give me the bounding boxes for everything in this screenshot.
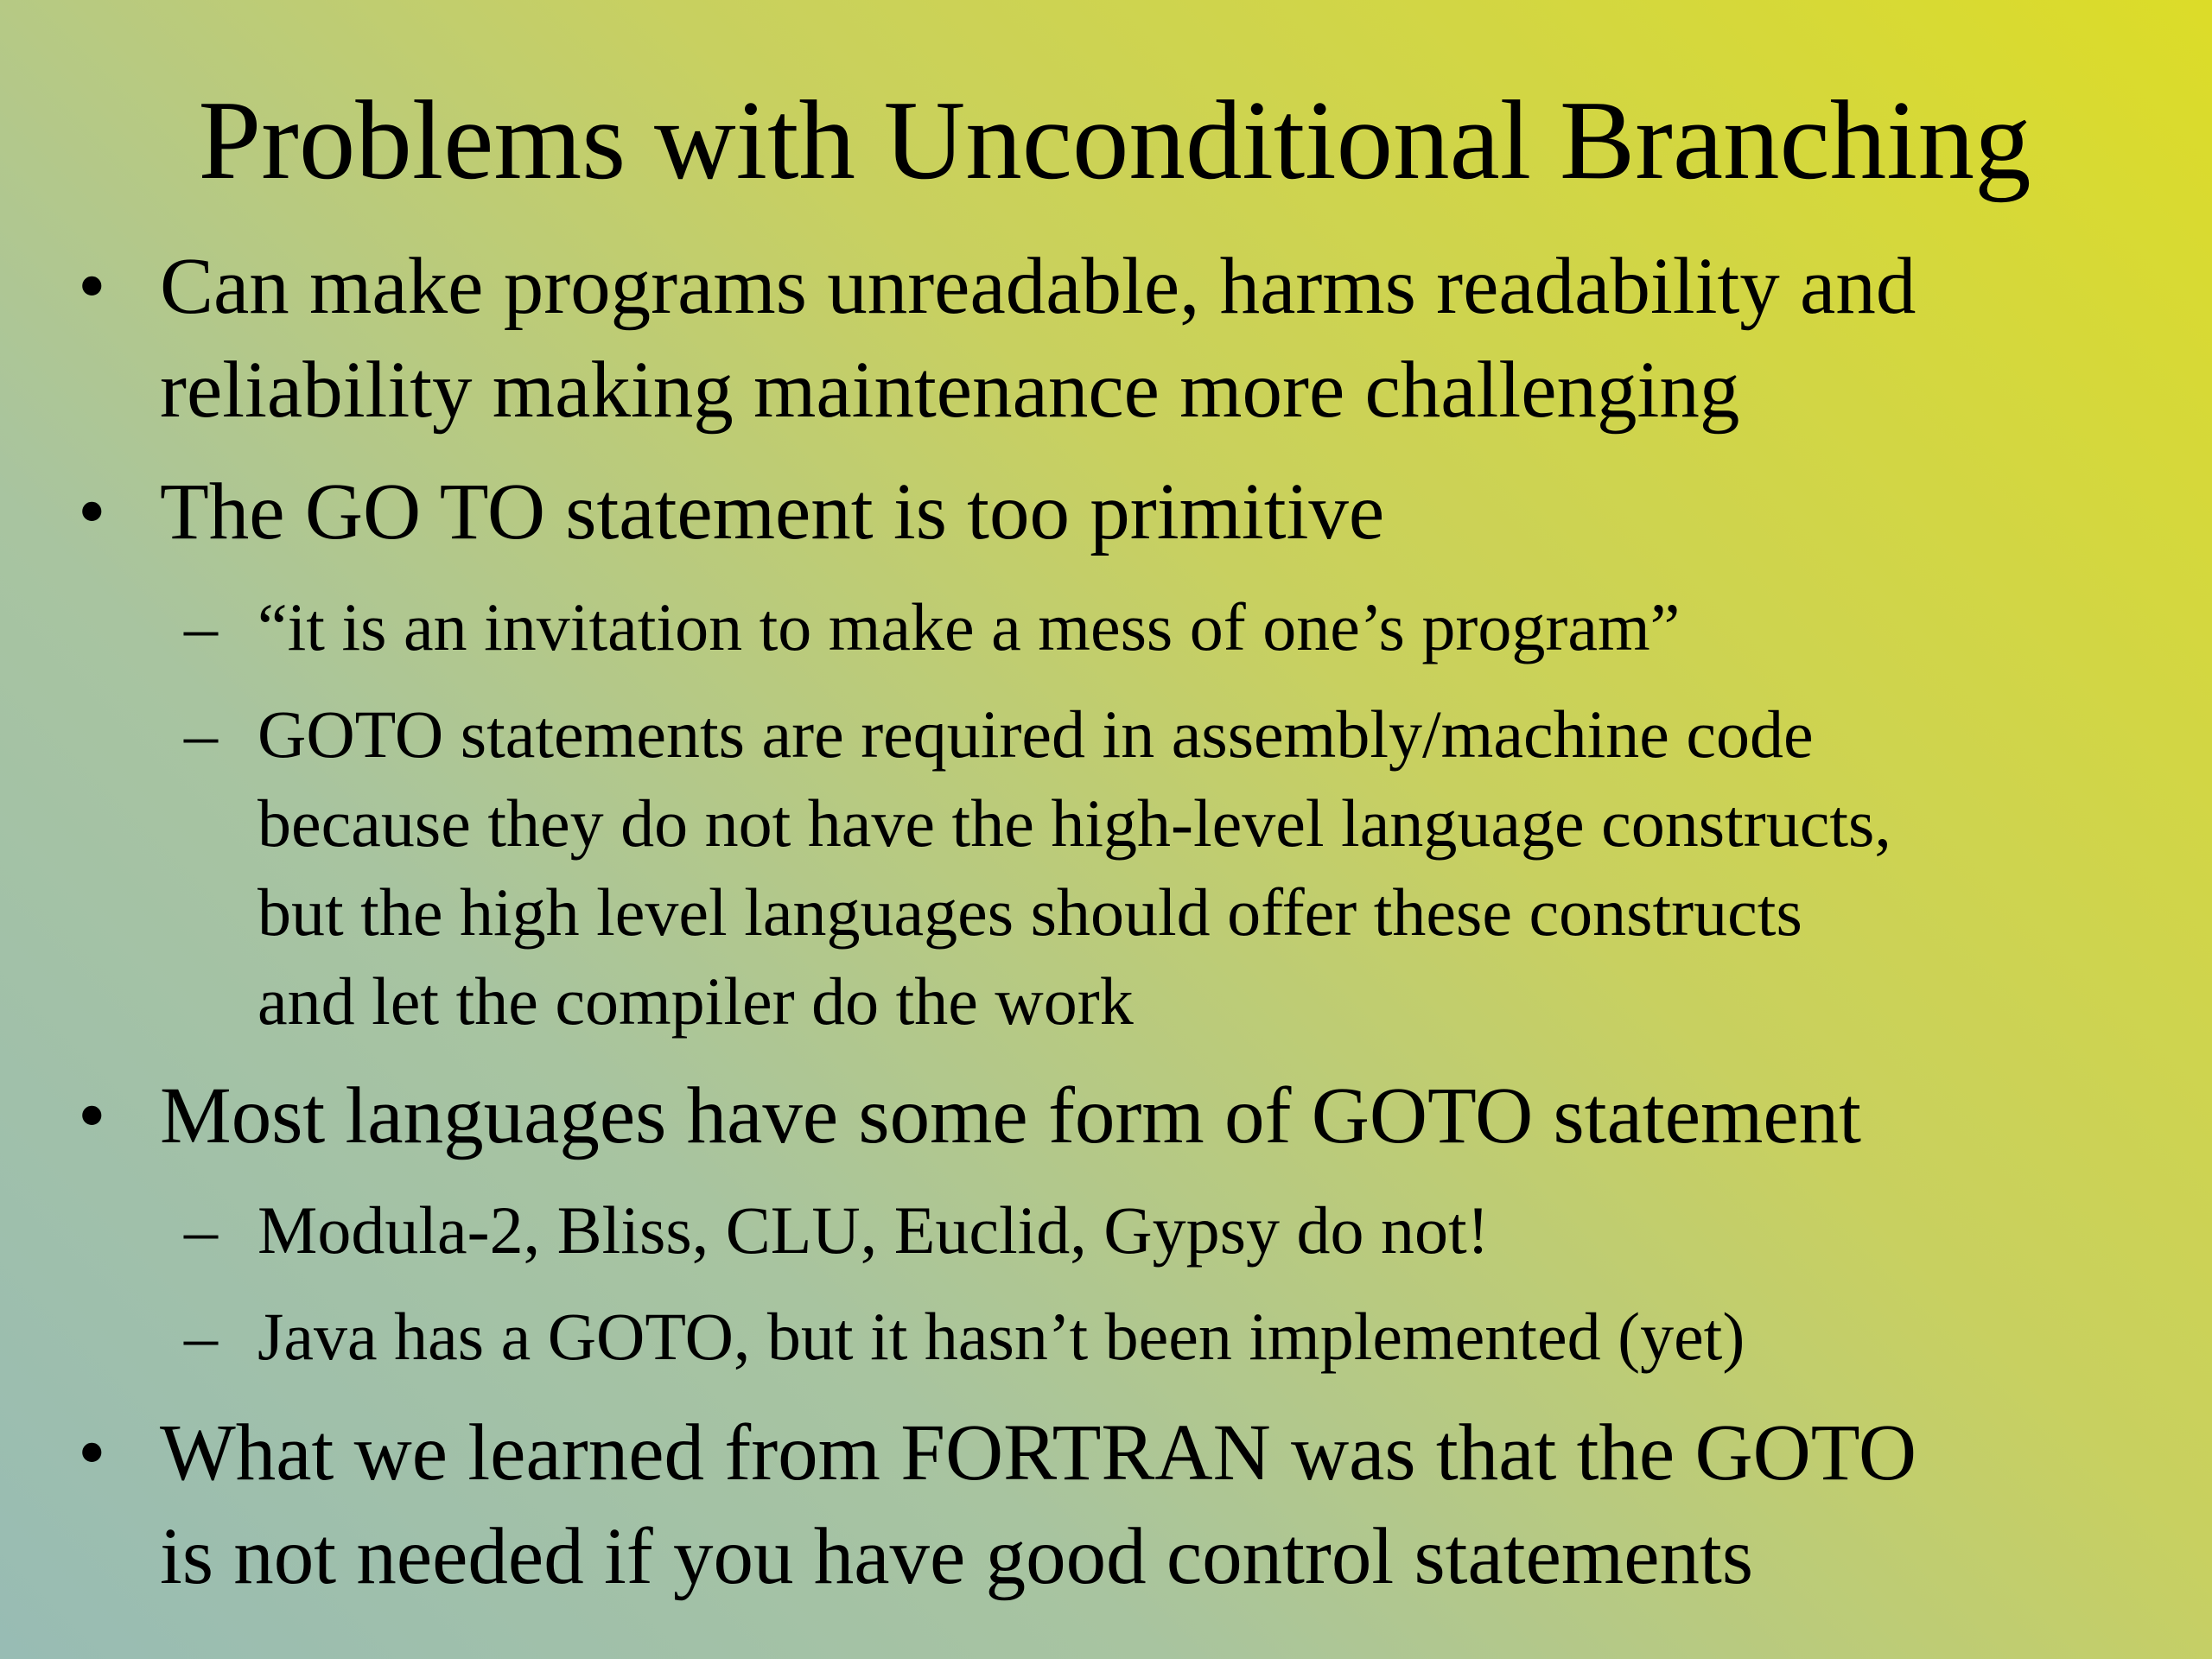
bullet-symbol: • xyxy=(78,467,106,556)
bullet-symbol: • xyxy=(78,1408,106,1497)
dash-symbol: – xyxy=(184,696,218,772)
bullet-line: What we learned from FORTRAN was that the GOTO xyxy=(160,1408,1917,1497)
bullet-symbol: • xyxy=(78,1071,106,1160)
sub-line: “it is an invitation to make a mess of one’s program” xyxy=(257,589,1681,664)
sub-line: Modula-2, Bliss, CLU, Euclid, Gypsy do not! xyxy=(257,1192,1490,1268)
sub-line: but the high level languages should offer these constructs xyxy=(257,874,1802,950)
bullet-line: Can make programs unreadable, harms readability and xyxy=(160,242,1916,331)
sub-line: Java has a GOTO, but it hasn’t been implemented (yet) xyxy=(257,1299,1745,1374)
sub-item xyxy=(184,582,1681,671)
bullet-item xyxy=(78,235,1916,442)
sub-item xyxy=(184,1185,1490,1274)
bullet-item xyxy=(78,1065,1861,1168)
bullet-line: is not needed if you have good control statements xyxy=(160,1512,1754,1601)
bullet-symbol: • xyxy=(78,242,106,331)
sub-line: because they do not have the high-level language constructs, xyxy=(257,785,1891,861)
dash-symbol: – xyxy=(184,1299,218,1374)
sub-line: and let the compiler do the work xyxy=(257,963,1134,1039)
sub-item xyxy=(184,1292,1745,1381)
sub-item xyxy=(184,690,1891,1046)
bullet-item xyxy=(78,461,1385,564)
bullet-line: The GO TO statement is too primitive xyxy=(160,467,1385,556)
dash-symbol: – xyxy=(184,1192,218,1268)
bullet-item xyxy=(78,1402,1917,1609)
slide-title: Problems with Unconditional Branching xyxy=(198,78,2031,203)
sub-line: GOTO statements are required in assembly/machine code xyxy=(257,696,1814,772)
dash-symbol: – xyxy=(184,589,218,664)
bullet-line: reliability making maintenance more challenging xyxy=(160,346,1740,435)
bullet-line: Most languages have some form of GOTO statement xyxy=(160,1071,1861,1160)
